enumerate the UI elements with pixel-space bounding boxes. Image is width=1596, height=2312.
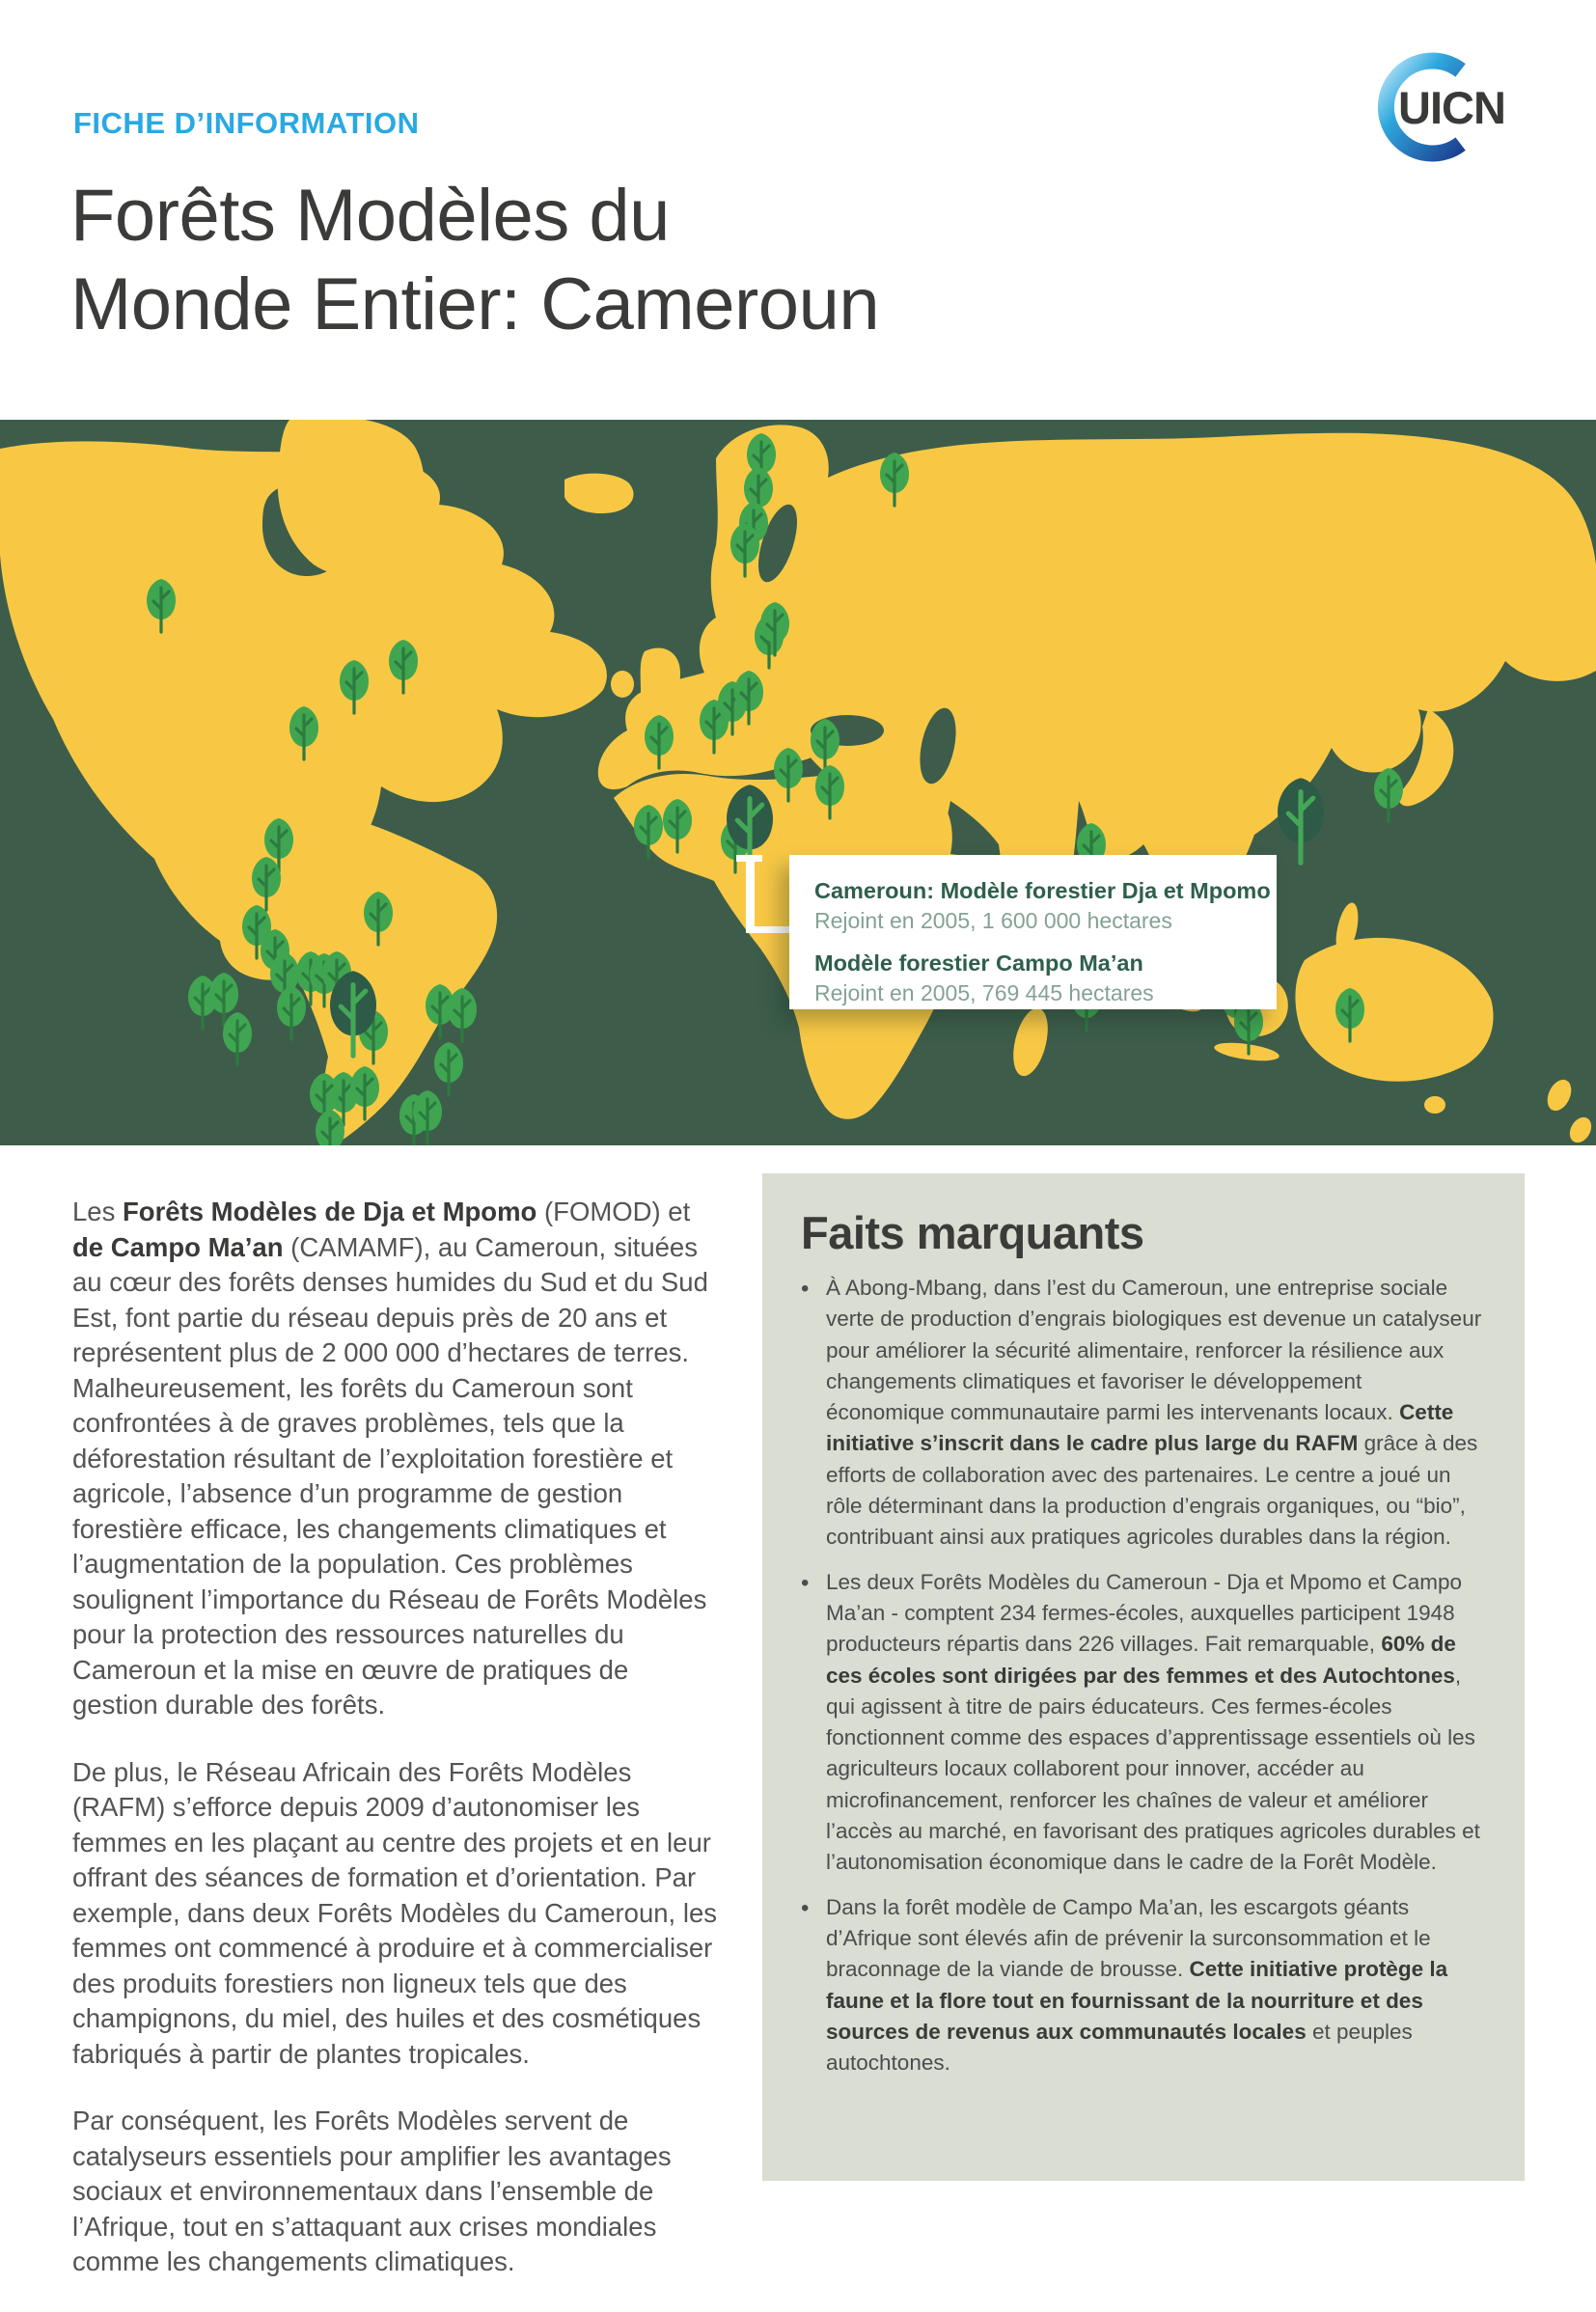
fact-bullet (801, 1273, 1482, 1554)
article-paragraphs (72, 1195, 721, 2312)
fact-bullet (801, 1567, 1482, 1879)
bullet-dot-icon: • (801, 1894, 810, 1921)
facts-panel (762, 1173, 1525, 2181)
bullet-text: Les deux Forêts Modèles du Cameroun - Dja et Mpomo et Campo Ma’an - comptent 234 fermes-écoles, auxquelles participent 1948 producteurs répartis dans 226 villages. Fait remarquable, 60% de ces écoles sont dirigées par des femmes et des Autochtones, qui agissent à titre de pairs éducateurs. Ces fermes-écoles fonctionnent comme des espaces d’apprentissage essentiels où les agriculteurs locaux collaborent pour innover, accéder au microfinancement, renforcer les chaînes de valeur et améliorer l’accès au marché, en favorisant des pratiques agricoles durables et l’autonomisation économique dans le cadre de la Forêt Modèle. (826, 1569, 1480, 1875)
document-kicker: FICHE D’INFORMATION (73, 106, 420, 140)
cameroon-callout-box (789, 855, 1277, 1009)
uicn-logo (1362, 46, 1532, 168)
landmass-hokkaido (1432, 681, 1457, 702)
page-title (70, 172, 879, 349)
paragraph: Les Forêts Modèles de Dja et Mpomo (FOMOD) et de Campo Ma’an (CAMAMF), au Cameroun, situées au cœur des forêts denses humides du Sud et du Sud Est, font partie du réseau depuis près de 20 ans et représentent plus de 2 000 000 d’hectares de terres. Malheureusement, les forêts du Cameroun sont confrontées à de graves problèmes, tels que la déforestation résultant de l’exploitation forestière et agricole, l’absence d’un programme de gestion forestière efficace, les changements climatiques et l’augmentation de la population. Ces problèmes soulignent l’importance du Réseau de Forêts Modèles pour la protection des ressources naturelles du Cameroun et la mise en œuvre de pratiques de gestion durable des forêts. (72, 1197, 708, 1720)
facts-heading: Faits marquants (801, 1207, 1144, 1258)
landmass-tasmania (1424, 1096, 1445, 1114)
bullet-dot-icon: • (801, 1569, 810, 1596)
paragraph: Par conséquent, les Forêts Modèles servent de catalyseurs essentiels pour amplifier les avantages sociaux et environnementaux dans l’ensemble de l’Afrique, tout en s’attaquant aux crises mondiales comme les changements climatiques. (72, 2106, 672, 2276)
bullet-dot-icon: • (801, 1276, 810, 1302)
callout-title-dja-mpomo: Cameroun: Modèle forestier Dja et Mpomo (814, 878, 1271, 903)
landmass-ireland (611, 671, 634, 698)
callout-title-campo-maan: Modèle forestier Campo Ma’an (814, 950, 1143, 976)
world-map-canvas (0, 420, 1596, 1145)
world-map (0, 420, 1596, 1145)
callout-sub-campo-maan: Rejoint en 2005, 769 445 hectares (814, 980, 1154, 1005)
page-title-line1: Forêts Modèles du (70, 175, 670, 257)
facts-bullet-list (801, 1273, 1482, 2078)
bullet-text: Dans la forêt modèle de Campo Ma’an, les escargots géants d’Afrique sont élevés afin de prévenir la surconsommation et le braconnage de la viande de brousse. Cette initiative protège la faune et la flore tout en fournissant de la nourriture et des sources de revenus aux communautés locales et peuples autochtones. (826, 1894, 1448, 2076)
paragraph: De plus, le Réseau Africain des Forêts Modèles (RAFM) s’efforce depuis 2009 d’autonomiser les femmes en les plaçant au centre des projets et en leur offrant des séances de formation et d’orientation. Par exemple, dans deux Forêts Modèles du Cameroun, les femmes ont commencé à produire et à commercialiser des produits forestiers non ligneux tels que des champignons, du miel, des huiles et des cosmétiques fabriqués à partir de plantes tropicales. (72, 1756, 717, 2069)
fact-bullet (801, 1892, 1482, 2079)
uicn-logo-text: UICN (1398, 82, 1505, 133)
callout-sub-dja-mpomo: Rejoint en 2005, 1 600 000 hectares (814, 908, 1172, 933)
page-title-line2: Monde Entier: Cameroun (70, 263, 880, 345)
bullet-text: À Abong-Mbang, dans l’est du Cameroun, une entreprise sociale verte de production d’engrais biologiques est devenue un catalyseur pour améliorer la sécurité alimentaire, renforcer la résilience aux changements climatiques et favoriser le développement économique communautaire parmi les intervenants locaux. Cette initiative s’inscrit dans le cadre plus large du RAFM grâce à des efforts de collaboration avec des partenaires. Le centre a joué un rôle déterminant dans la production d’engrais organiques, ou “bio”, contribuant ainsi aux pratiques agricoles durables dans la région. (826, 1276, 1482, 1550)
